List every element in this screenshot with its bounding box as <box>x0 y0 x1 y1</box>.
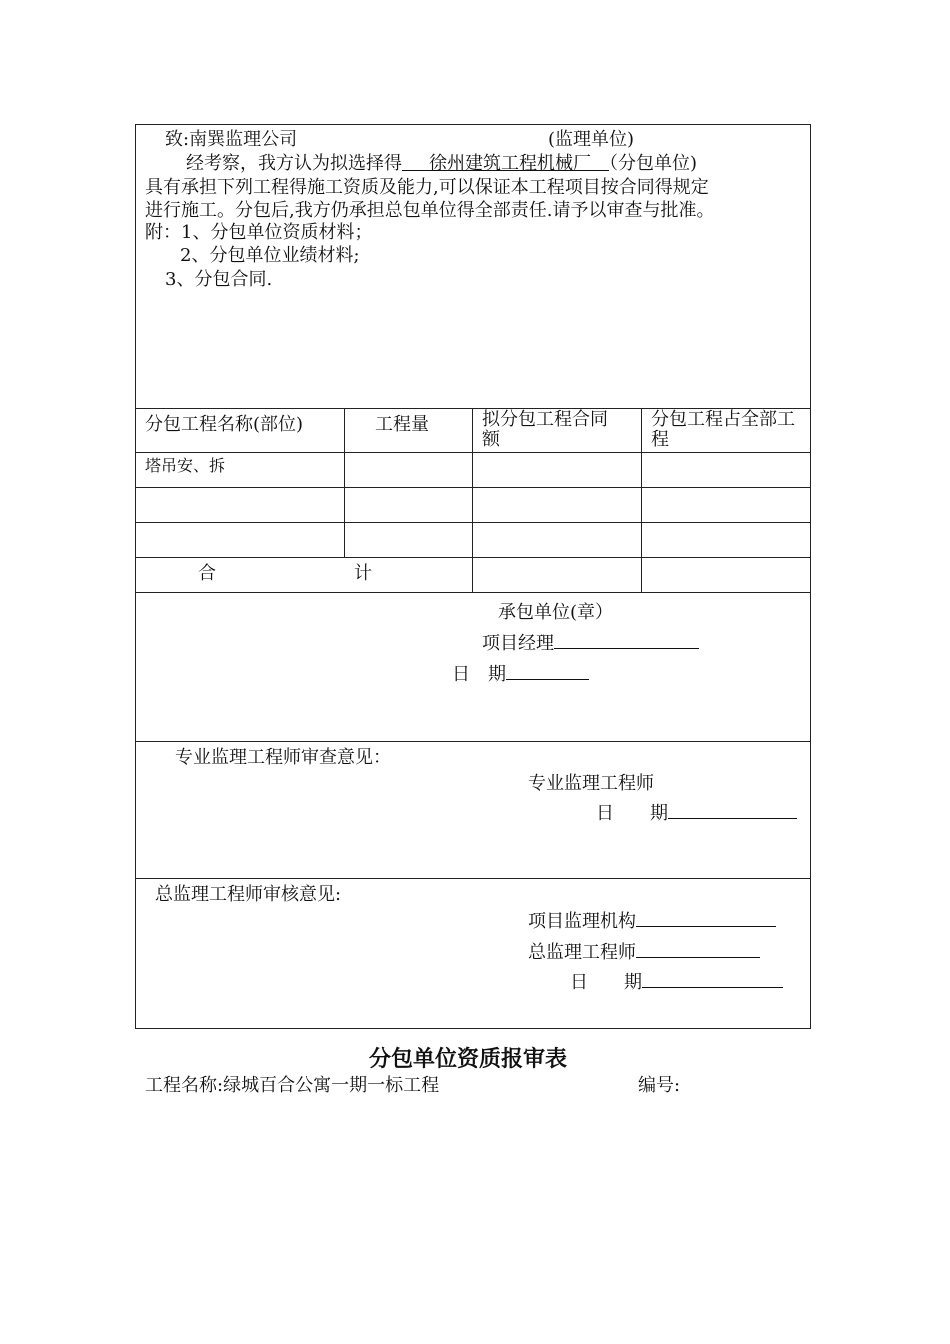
letter-line-1-suffix: （分包单位) <box>609 153 698 174</box>
addressee-label: 致: <box>165 129 190 150</box>
contractor-date-line <box>452 660 589 686</box>
attachment-3: 3、分包合同. <box>165 269 273 290</box>
table-col-line-1 <box>344 408 345 558</box>
table-header-share: 分包工程占全部工 程 <box>651 409 795 450</box>
addressee-type: (监理单位) <box>548 129 635 150</box>
attachment-1: 附：1、分包单位资质材料； <box>145 222 373 243</box>
specialist-signer-label: 专业监理工程师 <box>528 773 654 794</box>
addressee-line <box>165 125 297 151</box>
form-border-left <box>135 124 136 1029</box>
supervision-org-label: 项目监理机构 <box>528 911 636 932</box>
table-row-line-2 <box>135 487 811 488</box>
table-bottom-line <box>135 592 811 593</box>
specialist-opinion-label: 专业监理工程师审查意见： <box>175 747 391 768</box>
section-divider-specialist <box>135 741 811 742</box>
project-manager-blank <box>554 630 699 649</box>
form-number-label: 编号: <box>638 1075 681 1096</box>
supervision-org-line <box>528 907 776 933</box>
chief-engineer-label: 总监理工程师 <box>528 942 636 963</box>
specialist-date-blank <box>668 800 797 819</box>
addressee-name: 南巽监理公司 <box>189 129 298 150</box>
supervision-org-blank <box>636 908 776 927</box>
contractor-seal: 承包单位(章） <box>498 602 614 623</box>
form-border-right <box>810 124 811 1029</box>
project-manager-label: 项目经理 <box>482 633 554 654</box>
table-col-line-2 <box>472 408 473 592</box>
contractor-date-label: 日 期 <box>452 664 506 685</box>
chief-date-line <box>570 968 783 994</box>
letter-line-3: 进行施工。分包后,我方仍承担总包单位得全部责任.请予以审查与批准。 <box>145 200 715 221</box>
table-cell-r1-name: 塔吊安、拆 <box>145 456 226 475</box>
form-border-bottom <box>135 1028 811 1029</box>
specialist-date-label: 日 期 <box>596 803 668 824</box>
table-row-line-1 <box>135 452 811 453</box>
table-row-line-4 <box>135 557 811 558</box>
table-total-label-1: 合 <box>198 563 216 584</box>
project-manager-line <box>482 629 699 655</box>
chief-engineer-line <box>528 938 760 964</box>
form-title: 分包单位资质报审表 <box>369 1046 568 1072</box>
subcontractor-name: 徐州建筑工程机械厂 <box>429 153 591 174</box>
table-header-name: 分包工程名称(部位) <box>145 414 304 435</box>
chief-opinion-label: 总监理工程师审核意见: <box>155 884 342 905</box>
attachment-2: 2、分包单位业绩材料; <box>180 245 360 266</box>
letter-line-1 <box>186 149 697 175</box>
contractor-date-blank <box>506 661 589 680</box>
table-header-contract-amount: 拟分包工程合同 额 <box>482 409 608 450</box>
section-divider-chief <box>135 878 811 879</box>
letter-line-1-prefix: 经考察，我方认为拟选择得 <box>186 153 402 174</box>
chief-date-blank <box>642 969 783 988</box>
table-row-line-3 <box>135 522 811 523</box>
chief-date-label: 日 期 <box>570 972 642 993</box>
letter-line-2: 具有承担下列工程得施工资质及能力,可以保证本工程项目按合同得规定 <box>145 177 709 198</box>
table-header-quantity: 工程量 <box>375 414 429 435</box>
table-col-line-3 <box>641 408 642 592</box>
project-name: 工程名称:绿城百合公寓一期一标工程 <box>145 1075 440 1096</box>
specialist-date-line <box>596 799 797 825</box>
chief-engineer-blank <box>636 939 760 958</box>
table-total-label-2: 计 <box>354 563 372 584</box>
